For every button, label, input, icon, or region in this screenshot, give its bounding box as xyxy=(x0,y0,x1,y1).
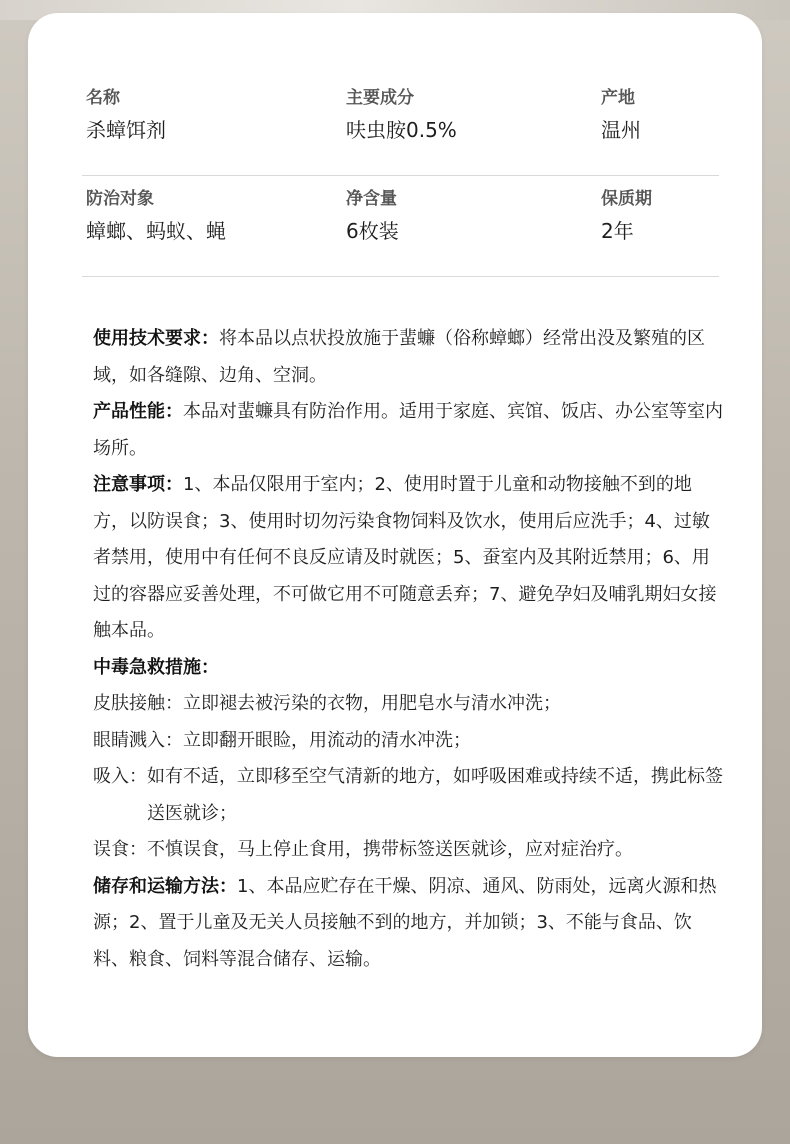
first-aid-skin xyxy=(93,686,723,723)
spec-value: 6枚装 xyxy=(346,219,399,243)
storage-label: 储存和运输方法： xyxy=(93,875,237,897)
spec-label: 主要成分 xyxy=(346,88,414,108)
spec-value: 2年 xyxy=(601,219,634,243)
cautions-paragraph xyxy=(93,467,723,650)
performance-text: 本品对蜚蠊具有防治作用。适用于家庭、宾馆、饭店、办公室等室内场所。 xyxy=(93,401,723,459)
first-aid-ingestion xyxy=(93,832,723,869)
spec-shelf-life xyxy=(601,188,652,244)
spec-label: 保质期 xyxy=(601,189,652,209)
usage-paragraph xyxy=(93,321,723,394)
spec-row xyxy=(82,75,719,176)
spec-label: 名称 xyxy=(86,88,120,108)
usage-text: 将本品以点状投放施于蜚蠊（俗称蟑螂）经常出没及繁殖的区域，如各缝隙、边角、空洞。 xyxy=(93,328,705,386)
spec-value: 温州 xyxy=(601,118,641,142)
spec-targets xyxy=(86,188,226,244)
spec-ingredient xyxy=(346,87,457,143)
first-aid-inhalation xyxy=(93,759,723,832)
product-info-card xyxy=(28,13,762,1057)
usage-label: 使用技术要求： xyxy=(93,328,219,349)
performance-label: 产品性能： xyxy=(93,401,183,422)
eyes-text: 立即翻开眼睑，用流动的清水冲洗； xyxy=(183,729,471,751)
storage-text: 1、本品应贮存在干燥、阴凉、通风、防雨处，远离火源和热源；2、置于儿童及无关人员接触不到的地方，并加锁；3、不能与食品、饮料、粮食、饲料等混合储存、运输。 xyxy=(93,875,717,970)
spec-label: 防治对象 xyxy=(86,189,154,209)
eyes-label: 眼睛溅入： xyxy=(93,729,183,751)
spec-value: 呋虫胺0.5% xyxy=(346,118,457,142)
ingestion-label: 误食： xyxy=(93,839,147,860)
inhalation-label: 吸入： xyxy=(93,766,147,787)
spec-net-content xyxy=(346,188,399,244)
skin-text: 立即褪去被污染的衣物，用肥皂水与清水冲洗； xyxy=(183,693,561,714)
spec-origin xyxy=(601,87,641,143)
spec-value: 蟑螂、蚂蚁、蝇 xyxy=(86,219,226,243)
inhalation-text: 如有不适，立即移至空气清新的地方，如呼吸困难或持续不适，携此标签送医就诊； xyxy=(147,766,723,824)
spec-label: 净含量 xyxy=(346,189,397,209)
first-aid-heading: 中毒急救措施： xyxy=(93,656,219,678)
spec-row xyxy=(82,176,719,277)
spec-label: 产地 xyxy=(601,88,635,108)
cautions-label: 注意事项： xyxy=(93,474,183,495)
first-aid-eyes xyxy=(93,723,723,760)
performance-paragraph xyxy=(93,394,723,467)
storage-paragraph xyxy=(93,869,723,979)
instructions xyxy=(93,321,723,978)
spec-table xyxy=(82,75,719,277)
spec-name xyxy=(86,87,166,143)
skin-label: 皮肤接触： xyxy=(93,693,183,714)
spec-value: 杀蟑饵剂 xyxy=(86,118,166,142)
ingestion-text: 不慎误食，马上停止食用，携带标签送医就诊，应对症治疗。 xyxy=(147,839,633,860)
cautions-text: 1、本品仅限用于室内；2、使用时置于儿童和动物接触不到的地方，以防误食；3、使用时切勿污染食物饲料及饮水，使用后应洗手；4、过敏者禁用，使用中有任何不良反应请及时就医；5、蚕室内及其附近禁用；6、用过的容器应妥善处理，不可做它用不可随意丢弃；7、避免孕妇及哺乳期妇女接触本品。 xyxy=(93,474,717,641)
